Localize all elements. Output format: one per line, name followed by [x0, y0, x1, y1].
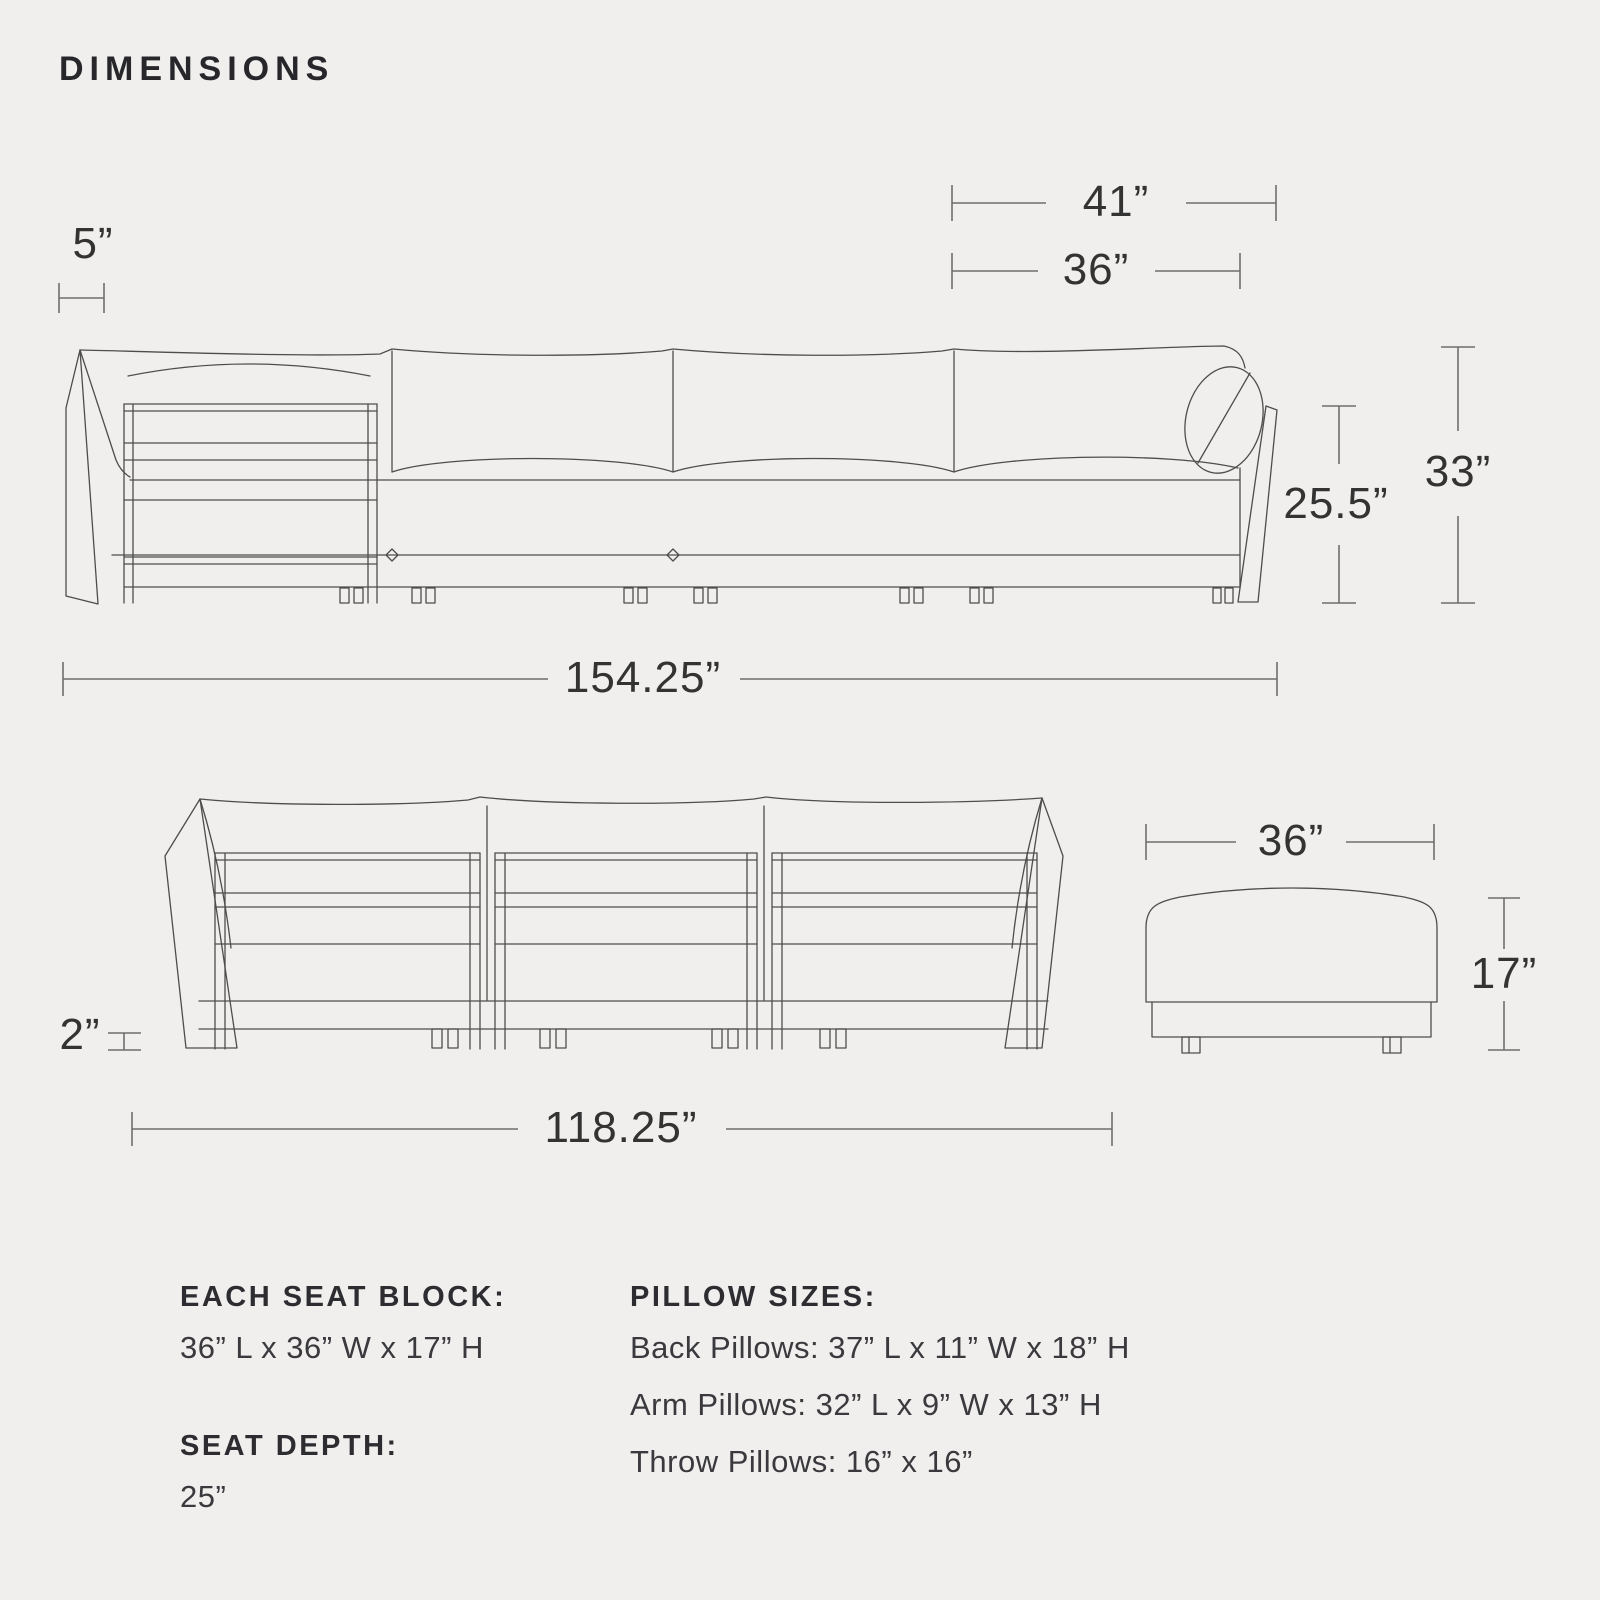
seat-depth-value: 25” — [180, 1479, 227, 1514]
dim-label-seat-width: 36” — [1062, 245, 1130, 294]
pillow-size-back: Back Pillows: 37” L x 11” W x 18” H — [630, 1330, 1130, 1365]
pillow-size-arm: Arm Pillows: 32” L x 9” W x 13” H — [630, 1387, 1102, 1422]
dim-label-overall-width-front: 154.25” — [564, 653, 722, 702]
pillow-size-throw: Throw Pillows: 16” x 16” — [630, 1444, 973, 1479]
dim-label-ottoman-height: 17” — [1470, 949, 1538, 998]
pillow-sizes-heading: PILLOW SIZES: — [630, 1281, 877, 1313]
page-title: DIMENSIONS — [59, 50, 335, 88]
dim-label-overall-width-back: 118.25” — [544, 1103, 698, 1152]
dim-label-end-unit-width: 41” — [1082, 177, 1150, 226]
dim-label-overall-height: 33” — [1424, 447, 1492, 496]
dim-label-arm-width: 5” — [72, 219, 114, 268]
seat-depth-heading: SEAT DEPTH: — [180, 1430, 399, 1462]
dim-label-back-height: 25.5” — [1283, 479, 1389, 528]
dim-label-leg-height: 2” — [59, 1010, 101, 1059]
seat-block-heading: EACH SEAT BLOCK: — [180, 1281, 507, 1313]
dim-label-ottoman-width: 36” — [1257, 816, 1325, 865]
seat-block-value: 36” L x 36” W x 17” H — [180, 1330, 484, 1365]
